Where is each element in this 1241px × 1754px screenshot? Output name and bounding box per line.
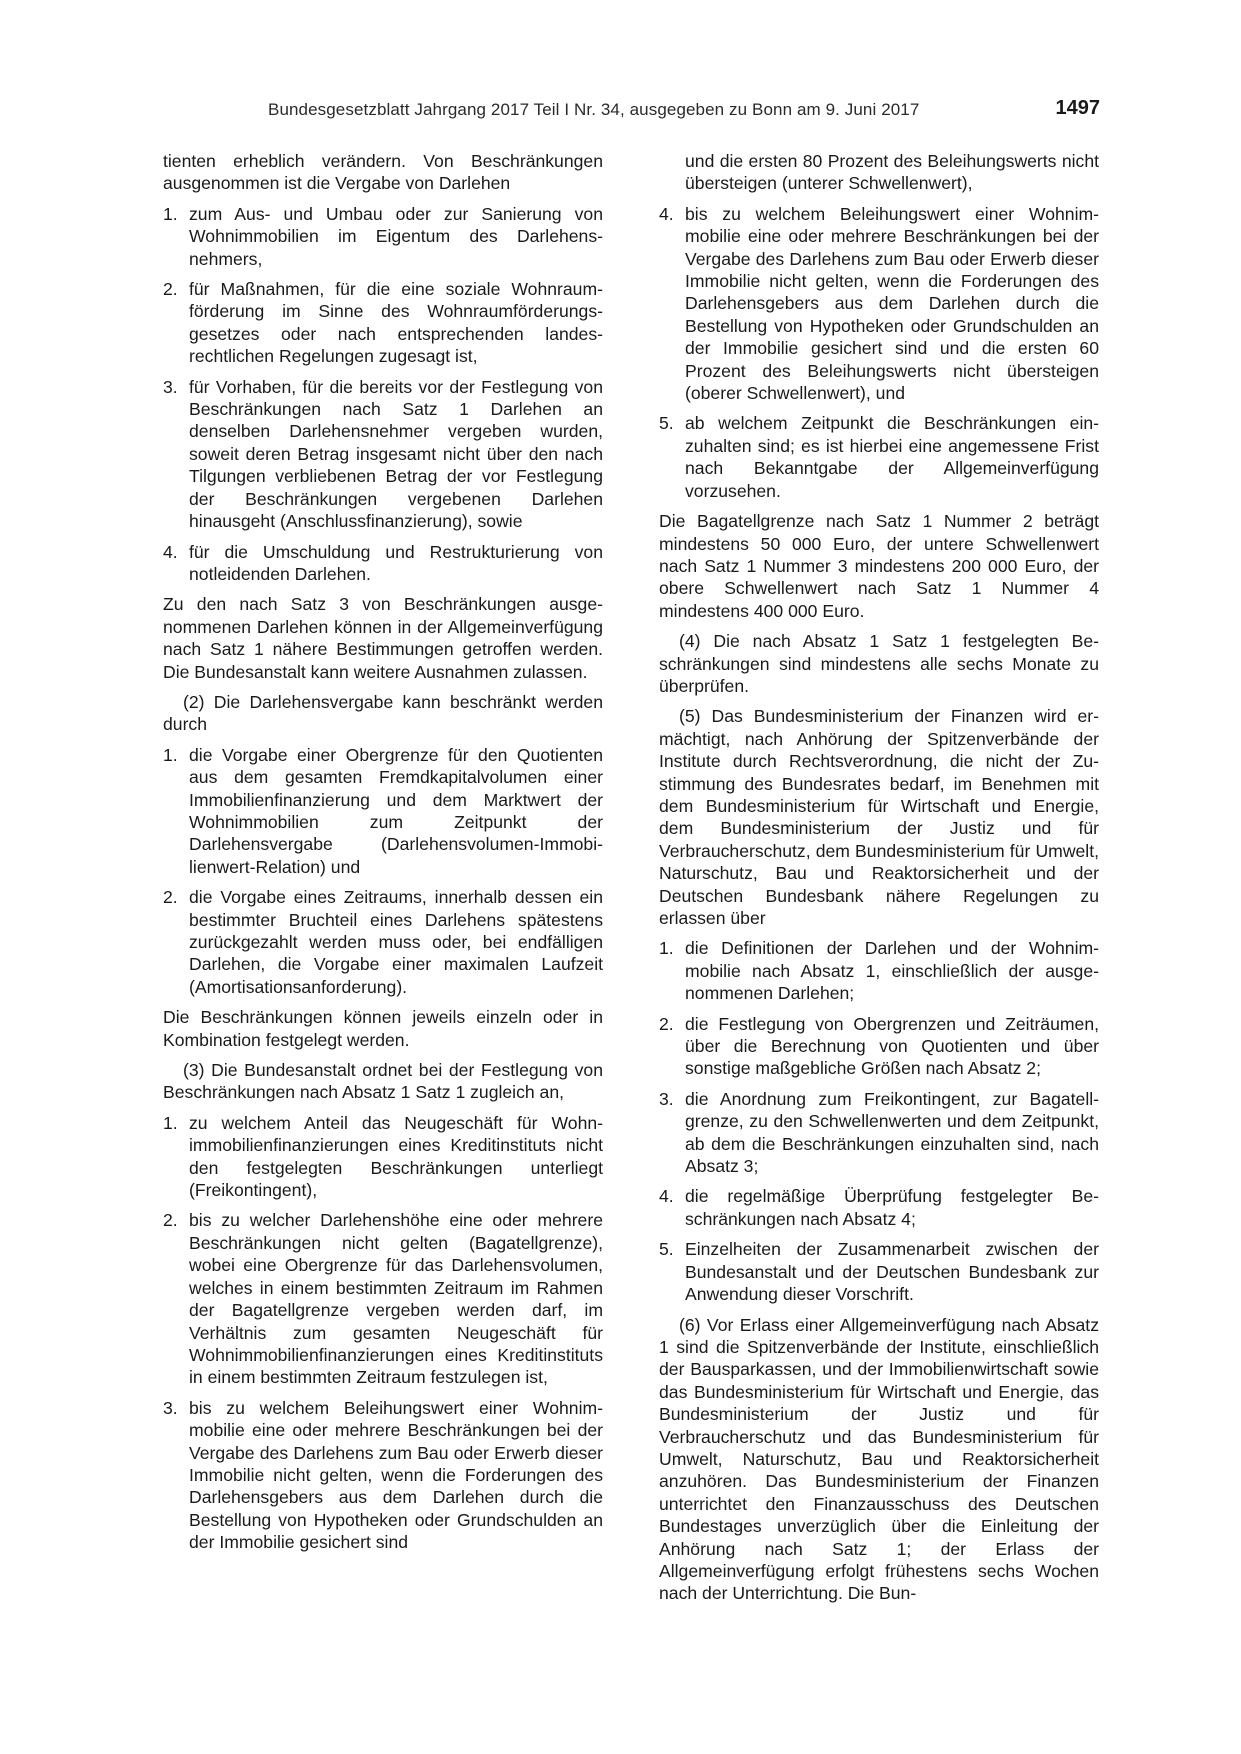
list-item <box>163 886 603 998</box>
item-text: bis zu welcher Darlehenshöhe eine oder mehrere Beschränkungen nicht gelten (Bagatellgrenze), wobei eine Obergrenze für das Darlehensvolumen, welches in einem bestimmten Zeitraum im Rahmen der Bagatellgrenze vergeben werden darf, im Verhältnis zum gesamten Neugeschäft für Wohnimmobilienfinanzierungen eines Kreditinstituts in einem bestimmten Zeitraum festzulegen ist, <box>189 1210 603 1388</box>
item-text: zum Aus- und Umbau oder zur Sanierung von Wohnimmobilien im Eigentum des Darlehensnehmers, <box>189 203 603 269</box>
item-number: 2. <box>163 1210 178 1231</box>
regulation-list <box>659 937 1099 1305</box>
paragraph: Die Bagatellgrenze nach Satz 1 Nummer 2 beträgt mindestens 50 000 Euro, der untere Schwellenwert nach Satz 1 Nummer 3 mindestens 200 000 Euro, der obere Schwellenwert nach Satz 1 Nummer 4 mindestens 400 000 Euro. <box>659 511 1099 621</box>
item-number: 4. <box>659 203 674 224</box>
item-text: die Definitionen der Darlehen und der Wohnimmobilie nach Absatz 1, einschließlich der ausgenommenen Darlehen; <box>685 938 1099 1004</box>
list-item <box>163 376 603 533</box>
item-number: 2. <box>163 279 178 300</box>
intro-paragraph: tienten erheblich verändern. Von Beschränkungen ausgenommen ist die Vergabe von Darlehen <box>163 151 603 194</box>
item-number: 3. <box>163 376 178 397</box>
list-item <box>659 412 1099 502</box>
list-item <box>659 1013 1099 1080</box>
paragraph: Die Beschränkungen können jeweils einzeln oder in Kombination festgelegt werden. <box>163 1007 603 1050</box>
item-text: die Vorgabe einer Obergrenze für den Quotienten aus dem gesamten Fremdkapitalvolumen einer Immobilienfinanzierung und dem Marktwert der Wohnimmobilien zum Zeitpunkt der Darlehensvergabe (Darlehensvolumen-Immobilienwert-Relation) und <box>189 744 603 877</box>
item-number: 1. <box>163 203 178 224</box>
item-text: die Vorgabe eines Zeitraums, innerhalb dessen ein bestimmter Bruchteil eines Darlehens spätestens zurückgezahlt werden muss oder, bei endfälligen Darlehen, die Vorgabe einer maximalen Laufzeit (Amortisationsanforderung). <box>189 887 603 997</box>
list-item <box>659 1185 1099 1230</box>
item-text: die regelmäßige Überprüfung festgelegter Beschränkungen nach Absatz 4; <box>685 1186 1099 1229</box>
item-number: 3. <box>659 1088 674 1109</box>
list-item <box>659 937 1099 1004</box>
item-text: für Vorhaben, für die bereits vor der Festlegung von Beschränkungen nach Satz 1 Darlehen an denselben Darlehensnehmer vergeben wurden, soweit deren Betrag insgesamt nicht über den nach Tilgungen verbliebenen Betrag der vor Festlegung der Beschränkungen vergebenen Darlehen hinausgeht (Anschlussfinanzierung), sowie <box>189 376 603 532</box>
item-text: die Anordnung zum Freikontingent, zur Bagatellgrenze, zu den Schwellenwerten und dem Zeitpunkt, ab dem die Beschränkungen einzuhalten sind, nach Absatz 3; <box>685 1088 1099 1177</box>
list-item <box>163 1209 603 1388</box>
list-continuation: und die ersten 80 Prozent des Beleihungswerts nicht übersteigen (unterer Schwellenwert), <box>685 151 1099 194</box>
absatz-4: (4) Die nach Absatz 1 Satz 1 festgelegten Beschränkungen sind mindestens alle sechs Monate zu überprüfen. <box>659 631 1099 696</box>
item-text: die Festlegung von Obergrenzen und Zeiträumen, über die Berechnung von Quotienten und über sonstige maßgebliche Größen nach Absatz 2; <box>685 1013 1099 1079</box>
item-number: 5. <box>659 1239 674 1260</box>
item-text: bis zu welchem Beleihungswert einer Wohnimmobilie eine oder mehrere Beschränkungen bei der Vergabe des Darlehens zum Bau oder Erwerb dieser Immobilie nicht gelten, wenn die Forderungen des Darlehensgebers aus dem Darlehen durch die Bestellung von Hypotheken oder Grundschulden an der Immobilie gesichert sind <box>189 1397 603 1553</box>
paragraph: Zu den nach Satz 3 von Beschränkungen ausgenommenen Darlehen können in der Allgemeinverfügung nach Satz 1 nähere Bestimmungen getroffen werden. Die Bundesanstalt kann weitere Ausnahmen zulassen. <box>163 594 603 682</box>
item-text: Einzelheiten der Zusammenarbeit zwischen der Bundesanstalt und der Deutschen Bundesbank zur Anwendung dieser Vorschrift. <box>685 1239 1099 1305</box>
item-text: zu welchem Anteil das Neugeschäft für Wohnimmobilienfinanzierungen eines Kreditinstituts nicht den festgelegten Beschränkungen unterliegt (Freikontingent), <box>189 1112 603 1201</box>
item-number: 1. <box>163 1112 178 1133</box>
absatz-5: (5) Das Bundesministerium der Finanzen wird ermächtigt, nach Anhörung der Spitzenverbände der Institute durch Rechtsverordnung, die nicht der Zustimmung des Bundesrates bedarf, im Benehmen mit dem Bundesministerium für Wirtschaft und Energie, dem Bundesministerium der Justiz und für Verbraucherschutz, dem Bundesministerium für Umwelt, Naturschutz, Bau und Reaktorsicherheit und der Deutschen Bundesbank nähere Regelungen zu erlassen über <box>659 706 1099 928</box>
item-number: 4. <box>659 1186 674 1207</box>
list-item <box>163 1397 603 1554</box>
list-item <box>163 1112 603 1202</box>
absatz-2: (2) Die Darlehensvergabe kann beschränkt werden durch <box>163 691 603 735</box>
item-number: 3. <box>163 1397 178 1418</box>
order-list-continued <box>659 203 1099 502</box>
exception-list <box>163 203 603 586</box>
item-number: 4. <box>163 541 178 562</box>
right-column <box>659 150 1099 1613</box>
item-number: 1. <box>659 938 674 959</box>
item-text: für Maßnahmen, für die eine soziale Wohnraumförderung im Sinne des Wohnraumförderungsgesetzes oder nach entsprechenden landesrechtlichen Regelungen zugesagt ist, <box>189 279 603 367</box>
item-text: ab welchem Zeitpunkt die Beschränkungen einzuhalten sind; es ist hierbei eine angemessene Frist nach Bekanntgabe der Allgemeinverfügung vorzusehen. <box>685 413 1099 501</box>
item-number: 2. <box>659 1013 674 1034</box>
item-number: 2. <box>163 887 178 908</box>
absatz-6: (6) Vor Erlass einer Allgemeinverfügung nach Absatz 1 sind die Spitzenverbände der Institute, einschließlich der Bausparkassen, und der Immobilienwirtschaft sowie das Bundesministerium für Wirtschaft und Energie, das Bundesministerium der Justiz und für Verbraucherschutz und das Bundesministerium für Umwelt, Naturschutz, Bau und Reaktorsicherheit anzuhören. Das Bundesministerium der Finanzen unterrichtet den Finanzausschuss des Deutschen Bundestages unverzüglich über die Einleitung der Anhörung nach Satz 1; der Erlass der Allgemeinverfügung erfolgt frühestens sechs Wochen nach der Unterrichtung. Die Bun- <box>659 1314 1099 1604</box>
item-text: bis zu welchem Beleihungswert einer Wohnimmobilie eine oder mehrere Beschränkungen bei der Vergabe des Darlehens zum Bau oder Erwerb dieser Immobilie nicht gelten, wenn die Forderungen des Darlehensgebers aus dem Darlehen durch die Bestellung von Hypotheken oder Grundschulden an der Immobilie gesichert sind und die ersten 60 Prozent des Beleihungswerts nicht übersteigen (oberer Schwellenwert), und <box>685 203 1099 404</box>
list-item <box>163 203 603 270</box>
item-number: 1. <box>163 744 178 765</box>
list-item <box>163 541 603 586</box>
page-header <box>163 97 1100 124</box>
item-number: 5. <box>659 413 674 434</box>
restriction-list <box>163 744 603 998</box>
list-item <box>659 1238 1099 1305</box>
order-list <box>163 1112 603 1554</box>
page-number: 1497 <box>1055 97 1100 119</box>
item-text: für die Umschuldung und Restrukturierung von notleidenden Darlehen. <box>189 541 603 584</box>
list-item <box>163 744 603 878</box>
list-item <box>163 278 603 368</box>
absatz-3: (3) Die Bundesanstalt ordnet bei der Festlegung von Beschränkungen nach Absatz 1 Satz 1 zugleich an, <box>163 1060 603 1103</box>
list-item <box>659 1088 1099 1178</box>
left-column <box>163 150 603 1562</box>
header-title: Bundesgesetzblatt Jahrgang 2017 Teil I Nr. 34, ausgegeben zu Bonn am 9. Juni 2017 <box>268 100 920 119</box>
list-item <box>659 203 1099 405</box>
